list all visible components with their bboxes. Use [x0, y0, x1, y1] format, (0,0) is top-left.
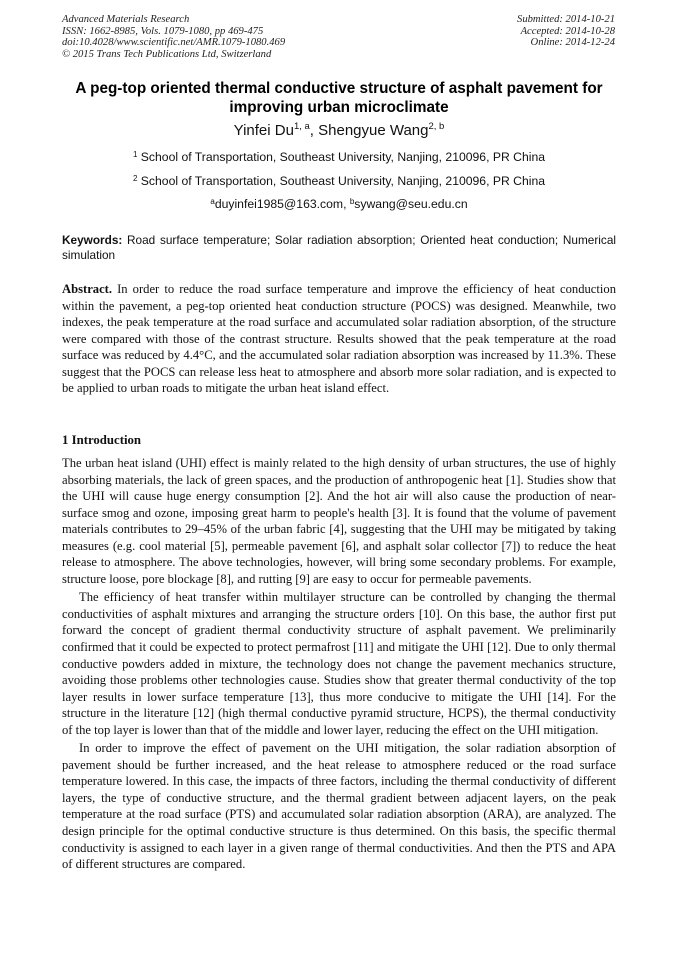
introduction-body [62, 455, 616, 875]
affiliation-text: School of Transportation, Southeast University, Nanjing, 210096, PR China [140, 174, 546, 188]
publication-dates [517, 14, 615, 49]
keywords-text: Road surface temperature; Solar radiation absorption; Oriented heat conduction; Numerical simulation [62, 233, 616, 262]
author-list [62, 122, 616, 140]
section-heading-introduction: 1 Introduction [62, 433, 142, 447]
author-emails [62, 197, 616, 211]
paragraph: The urban heat island (UHI) effect is mainly related to the high density of urban structures, the use of highly absorbing materials, the lack of green spaces, and the production of anthropogenic heat [1]. Studies show that the UHI will cause huge energy consumption [2]. And the hot air will also cause the production of near-surface smog and ozone, imposing great harm to people's health [3]. It is found that the volume of pavement materials contributes to 29–45% of the urban fabric [4], suggesting that the UHI may be mitigated by taking measures (e.g. cool material [5], permeable pavement [6], and asphalt solar collector [7]) to reduce the heat release to atmosphere. The above technologies, however, will bring some secondary problems. For example, structure loose, pore blockage [8], and rutting [9] are easy to occur for permeable pavements. [62, 456, 616, 586]
affiliation-2 [62, 174, 616, 188]
affiliation-number: 1 [132, 150, 138, 159]
author-name: Yinfei Du [233, 122, 294, 139]
email-marker: a [210, 197, 215, 206]
accepted-date: Accepted: 2014-10-28 [520, 25, 615, 37]
affiliation-text: School of Transportation, Southeast University, Nanjing, 210096, PR China [140, 150, 546, 164]
keywords [62, 233, 616, 262]
paragraph: The efficiency of heat transfer within multilayer structure can be controlled by changing the thermal conductivities of asphalt mixtures and arranging the structure orders [10]. On this base, the author first put forward the concept of gradient thermal conductivity structure of asphalt pavement. We preliminarily confirmed that it could be expected to protect permafrost [11] and mitigate the UHI [12]. Due to only thermal conductive powders added in mixture, the technology does not change the pavement mechanics structure, avoiding those problems other technologies cause. Studies show that greater thermal conductivity of the top layer results in lower surface temperature [13], thus more conducive to mitigate the UHI [14]. For the structure in the literature [12] (high thermal conductive pyramid structure, HCPS), the thermal conductivity of the top layer is lower than that of the middle and lower layer, reducing the effect on the UHI mitigation. [62, 590, 616, 737]
email-marker: b [349, 197, 355, 206]
author-affiliation-marker: 1, a [293, 121, 310, 132]
abstract [62, 281, 616, 397]
email-address[interactable]: sywang@seu.edu.cn [354, 197, 468, 211]
submitted-date: Submitted: 2014-10-21 [517, 14, 615, 25]
email-separator: , [343, 197, 350, 211]
copyright-line: © 2015 Trans Tech Publications Ltd, Switzerland [62, 48, 272, 60]
author-name: Shengyue Wang [318, 122, 429, 139]
online-date: Online: 2014-12-24 [530, 37, 615, 49]
paragraph: In order to improve the effect of pavement on the UHI mitigation, the solar radiation absorption of pavement should be further increased, and the heat release to atmosphere reduced or the road surface temperature lowered. In this case, the impacts of three factors, including the thermal conductivity of different layers, the type of conductive structure, and the thermal gradient between adjacent layers, on the peak temperature at the road surface (PTS) and accumulated solar radiation absorption (ARA), are analyzed. The design principle for the optimal conductive structure is thus determined. On this basis, the specific thermal conductivity is assigned to each layer in a given range of thermal conductivities. And then the PTS and APA of different structures are compared. [62, 741, 616, 872]
abstract-label: Abstract. [62, 282, 113, 296]
email-address[interactable]: duyinfei1985@163.com [214, 197, 344, 211]
keywords-label: Keywords: [62, 233, 123, 247]
journal-name: Advanced Materials Research [62, 14, 190, 25]
abstract-text: In order to reduce the road surface temperature and improve the efficiency of heat conduction within the pavement, a peg-top oriented heat conduction structure (POCS) was designed. Meanwhile, two indexes, the peak temperature at the road surface and accumulated solar radiation absorption, of the structure were compared with those of the contrast structure. Results showed that the peak temperature at the road surface was reduced by 4.4°C, and the accumulated solar radiation absorption was increased by 11.3%. These suggest that the POCS can release less heat to atmosphere and absorb more solar radiation, and is expected to be applied to urban roads to mitigate the urban heat island effect. [62, 282, 616, 396]
author-affiliation-marker: 2, b [428, 121, 445, 132]
affiliation-1 [62, 150, 616, 164]
issn-line: ISSN: 1662-8985, Vols. 1079-1080, pp 469-475 [62, 25, 264, 37]
journal-info [62, 14, 285, 60]
affiliation-number: 2 [132, 174, 138, 183]
doi-line: doi:10.4028/www.scientific.net/AMR.1079-1080.469 [62, 37, 286, 49]
author-separator: , [309, 122, 319, 139]
paper-title: A peg-top oriented thermal conductive structure of asphalt pavement for improving urban microclimate [75, 80, 603, 116]
